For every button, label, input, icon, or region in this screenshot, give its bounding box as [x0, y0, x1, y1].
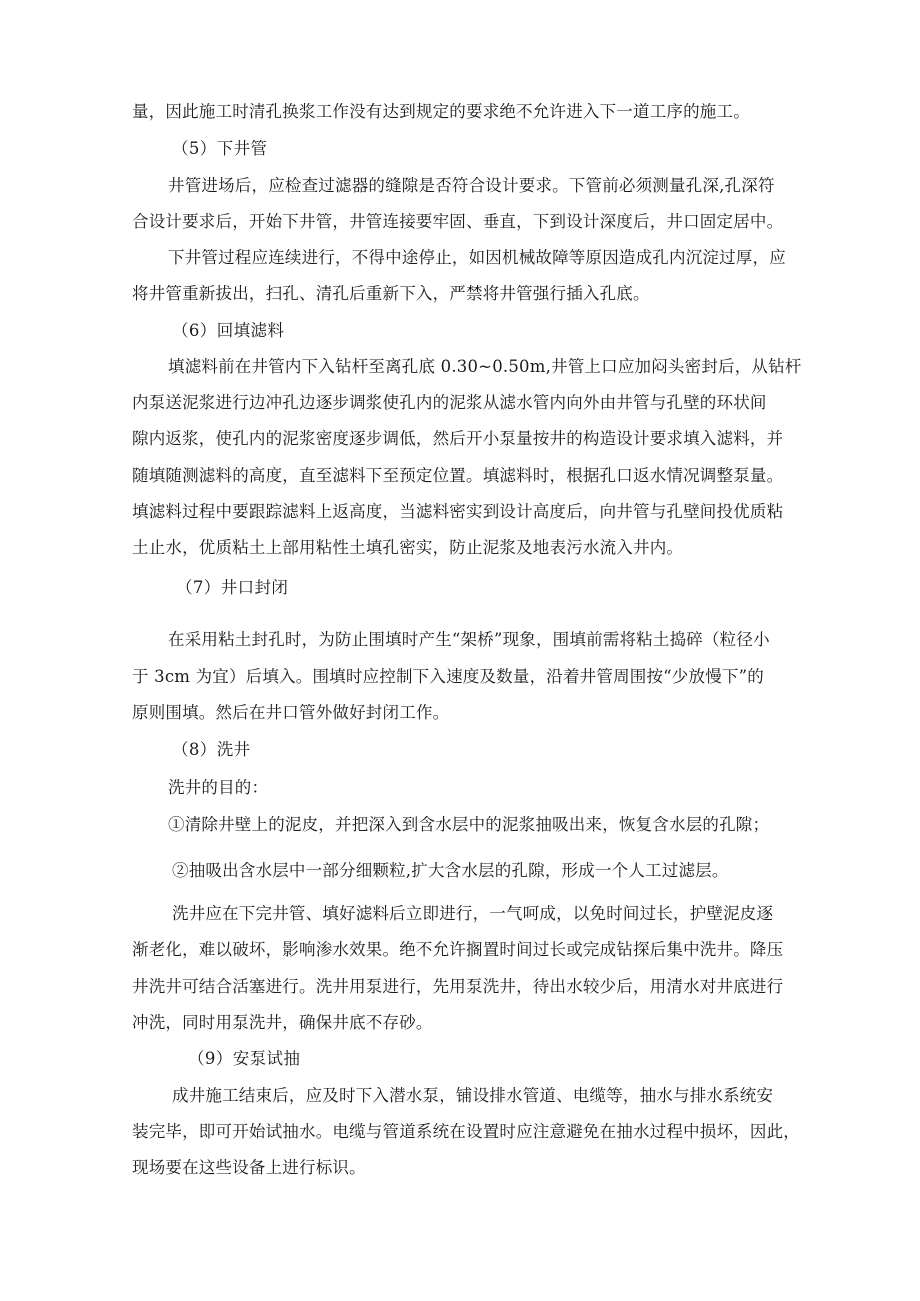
section-6-line-3: 隙内返浆，使孔内的泥浆密度逐步调低，然后开小泵量按井的构造设计要求填入滤料，并 — [132, 429, 784, 448]
section-8-item-2: ②抽吸出含水层中一部分细颗粒,扩大含水层的孔隙，形成一个人工过滤层。 — [172, 861, 729, 880]
section-8-purpose: 洗井的目的： — [168, 778, 269, 797]
section-9-line-3: 现场要在这些设备上进行标识。 — [132, 1158, 366, 1177]
section-8-line-1: 洗井应在下完井管、填好滤料后立即进行，一气呵成，以免时间过长，护壁泥皮逐 — [172, 904, 774, 923]
section-5-paragraph-1-line-2: 合设计要求后，开始下井管，井管连接要牢固、垂直，下到设计深度后，井口固定居中。 — [132, 212, 784, 231]
section-9-line-2: 装完毕，即可开始试抽水。电缆与管道系统在设置时应注意避免在抽水过程中损坏，因此， — [132, 1122, 800, 1141]
section-6-line-5: 填滤料过程中要跟踪滤料上返高度，当滤料密实到设计高度后，向井管与孔壁间投优质粘 — [132, 502, 784, 521]
section-5-paragraph-1-line-1: 井管进场后，应检查过滤器的缝隙是否符合设计要求。下管前必须测量孔深,孔深符 — [168, 176, 775, 195]
section-6-line-1: 填滤料前在井管内下入钻杆至离孔底 0.30~0.50m,井管上口应加闷头密封后，从钻杆 — [168, 357, 802, 376]
intro-line: 量，因此施工时清孔换浆工作没有达到规定的要求绝不允许进入下一道工序的施工。 — [132, 102, 750, 121]
section-7-heading: （7）井口封闭 — [176, 578, 289, 597]
section-9-line-1: 成井施工结束后，应及时下入潜水泵，铺设排水管道、电缆等，抽水与排水系统安 — [172, 1086, 774, 1105]
section-9-heading: （9）安泵试抽 — [188, 1049, 301, 1068]
section-8-line-4: 冲洗，同时用泵洗井，确保井底不存砂。 — [132, 1013, 433, 1032]
section-8-heading: （8）洗井 — [172, 740, 251, 759]
section-6-line-6: 土止水，优质粘土上部用粘性土填孔密实，防止泥浆及地表污水流入井内。 — [132, 538, 684, 557]
section-6-heading: （6）回填滤料 — [172, 321, 285, 340]
section-8-line-3: 井洗井可结合活塞进行。洗井用泵进行，先用泵洗井，待出水较少后，用清水对井底进行 — [132, 977, 784, 996]
section-7-line-3: 原则围填。然后在井口管外做好封闭工作。 — [132, 703, 450, 722]
section-7-line-2: 于 3cm 为宜）后填入。围填时应控制下入速度及数量，沿着井管周围按“少放慢下”的 — [132, 667, 764, 686]
section-8-line-2: 渐老化，难以破坏，影响渗水效果。绝不允许搁置时间过长或完成钻探后集中洗井。降压 — [132, 940, 784, 959]
section-6-line-2: 内泵送泥浆进行边冲孔边逐步调浆使孔内的泥浆从滤水管内向外由井管与孔壁的环状间 — [132, 393, 767, 412]
section-7-line-1: 在采用粘土封孔时，为防止围填时产生“架桥”现象，围填前需将粘土捣碎（粒径小 — [168, 630, 770, 649]
section-5-paragraph-2-line-1: 下井管过程应连续进行，不得中途停止，如因机械故障等原因造成孔内沉淀过厚，应 — [168, 248, 786, 267]
section-6-line-4: 随填随测滤料的高度，直至滤料下至预定位置。填滤料时，根据孔口返水情况调整泵量。 — [132, 466, 784, 485]
section-5-heading: （5）下井管 — [172, 139, 268, 158]
section-5-paragraph-2-line-2: 将井管重新拔出，扫孔、清孔后重新下入，严禁将井管强行插入孔底。 — [132, 284, 650, 303]
section-8-item-1: ①清除井壁上的泥皮，并把深入到含水层中的泥浆抽吸出来，恢复含水层的孔隙； — [168, 815, 770, 834]
